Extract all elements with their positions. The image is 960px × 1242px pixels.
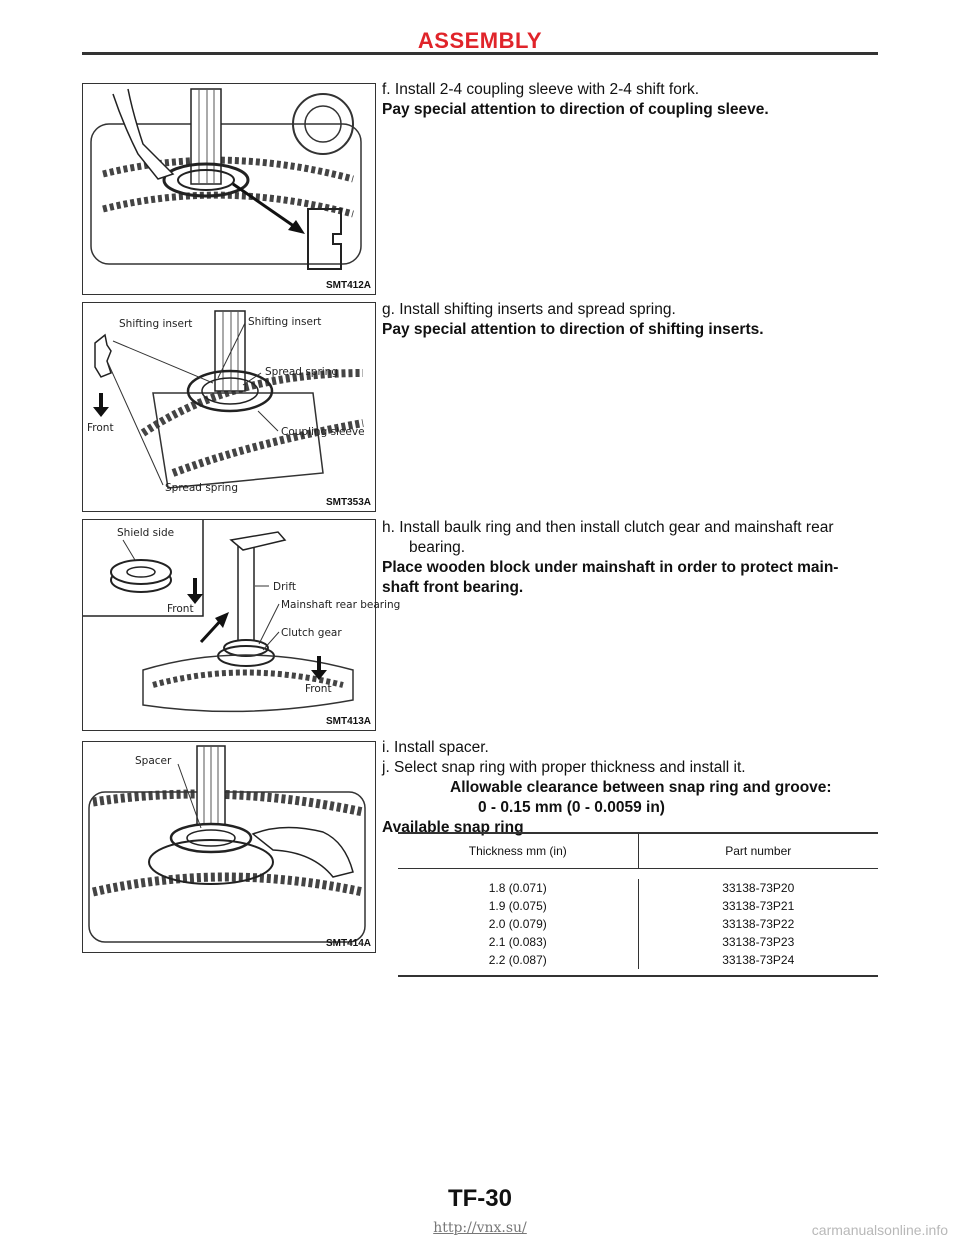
thickness-column bbox=[398, 879, 639, 969]
table-header-part-number: Part number bbox=[725, 844, 792, 858]
table-cell-part-number: 33138-73P24 bbox=[722, 953, 795, 967]
clearance-label: Allowable clearance between snap ring and groove: bbox=[450, 779, 832, 796]
table-cell-thickness: 1.8 (0.071) bbox=[488, 881, 547, 895]
clearance-value: 0 - 0.15 mm (0 - 0.0059 in) bbox=[478, 799, 665, 816]
table-header-row bbox=[398, 834, 878, 869]
shifting-insert-illustration bbox=[83, 303, 375, 511]
coupling-sleeve-illustration bbox=[83, 84, 375, 294]
table-header-thickness: Thickness mm (in) bbox=[398, 834, 639, 868]
header-rule bbox=[82, 52, 878, 55]
step-h-note-line1: Place wooden block under mainshaft in order to protect main- bbox=[382, 559, 839, 576]
step-g-instruction: g. Install shifting inserts and spread spring. bbox=[382, 301, 676, 318]
figure-smt412a bbox=[82, 83, 376, 295]
callout-shield-side: Shield side bbox=[117, 527, 175, 539]
watermark: carmanualsonline.info bbox=[811, 1222, 948, 1238]
table-cell-thickness: 2.0 (0.079) bbox=[488, 917, 547, 931]
callout-spread-spring-right: Spread spring bbox=[265, 366, 339, 378]
figure-code: SMT412A bbox=[325, 280, 371, 291]
table-cell-thickness: 2.2 (0.087) bbox=[488, 953, 547, 967]
part-number-column bbox=[639, 879, 879, 969]
table-cell-part-number: 33138-73P21 bbox=[722, 899, 795, 913]
page-number: TF-30 bbox=[447, 1185, 512, 1212]
snap-ring-table bbox=[398, 832, 878, 977]
callout-coupling-sleeve: Coupling sleeve bbox=[281, 426, 365, 438]
table-cell-thickness: 2.1 (0.083) bbox=[488, 935, 547, 949]
table-cell-part-number: 33138-73P20 bbox=[722, 881, 795, 895]
callout-drift: Drift bbox=[273, 581, 296, 593]
spacer-install-illustration bbox=[83, 742, 375, 952]
figure-smt353a bbox=[82, 302, 376, 512]
step-f-note: Pay special attention to direction of coupling sleeve. bbox=[382, 101, 769, 118]
step-f bbox=[382, 80, 880, 120]
step-g-note: Pay special attention to direction of shifting inserts. bbox=[382, 321, 764, 338]
callout-front-lower: Front bbox=[305, 683, 332, 695]
figure-code: SMT414A bbox=[325, 938, 371, 949]
callout-front-upper: Front bbox=[167, 603, 194, 615]
callout-shifting-insert-left: Shifting insert bbox=[119, 318, 193, 330]
figure-smt414a bbox=[82, 741, 376, 953]
page-section-title: ASSEMBLY bbox=[417, 28, 543, 53]
source-url-link[interactable]: http://vnx.su/ bbox=[433, 1220, 527, 1236]
figure-code: SMT413A bbox=[325, 716, 371, 727]
step-h bbox=[382, 518, 880, 598]
step-f-instruction: f. Install 2-4 coupling sleeve with 2-4 shift fork. bbox=[382, 81, 700, 98]
callout-mainshaft-rear-bearing: Mainshaft rear bearing bbox=[281, 599, 401, 611]
step-i-instruction: i. Install spacer. bbox=[382, 739, 489, 756]
table-cell-part-number: 33138-73P23 bbox=[722, 935, 795, 949]
table-cell-part-number: 33138-73P22 bbox=[722, 917, 795, 931]
figure-smt413a bbox=[82, 519, 401, 731]
clutch-gear-install-illustration bbox=[83, 520, 401, 730]
callout-spread-spring-bottom: Spread spring bbox=[165, 482, 239, 494]
figure-code: SMT353A bbox=[325, 497, 371, 508]
table-body bbox=[398, 869, 878, 975]
step-i-j bbox=[382, 738, 880, 838]
snap-ring-table-caption: Available snap ring bbox=[382, 819, 524, 836]
step-h-note-line2: shaft front bearing. bbox=[382, 579, 524, 596]
callout-front: Front bbox=[87, 422, 114, 434]
step-h-instruction: h. Install baulk ring and then install clutch gear and mainshaft rear bearing. bbox=[382, 519, 834, 556]
step-j-instruction: j. Select snap ring with proper thickness and install it. bbox=[382, 759, 746, 776]
step-g bbox=[382, 300, 880, 340]
callout-clutch-gear: Clutch gear bbox=[281, 627, 342, 639]
table-cell-thickness: 1.9 (0.075) bbox=[488, 899, 547, 913]
callout-spacer: Spacer bbox=[135, 755, 172, 767]
callout-shifting-insert-right: Shifting insert bbox=[248, 316, 322, 328]
